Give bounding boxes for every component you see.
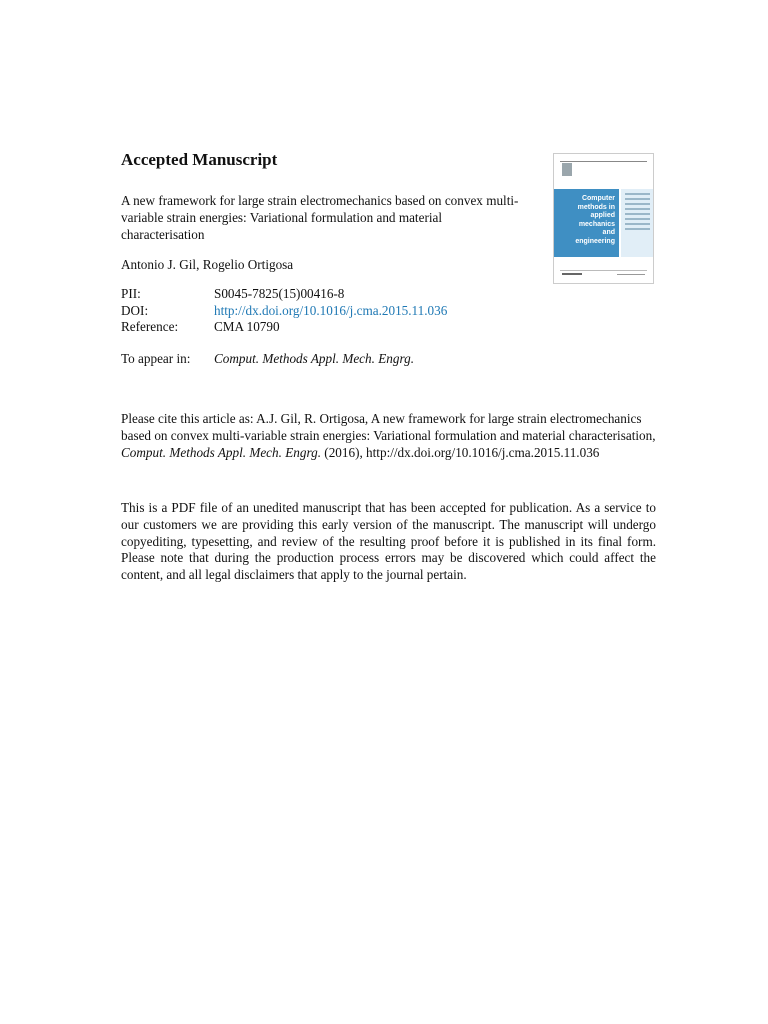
- cover-side-text: [625, 193, 650, 233]
- citation-paragraph: [121, 410, 656, 461]
- doi-link[interactable]: http://dx.doi.org/10.1016/j.cma.2015.11.036: [214, 302, 448, 318]
- article-authors: Antonio J. Gil, Rogelio Ortigosa: [121, 257, 294, 272]
- pii-row: [121, 286, 447, 303]
- cover-side-panel: [621, 189, 654, 257]
- manuscript-notice: This is a PDF file of an unedited manuscript that has been accepted for publication. As a service to our customers we are providing this early version of the manuscript. The manuscript will undergo copyediting, typesetting, and review of the resulting proof before it is published in its final form. Please note that during the production process errors may be discovered which could affect the content, and all legal disclaimers that apply to the journal pertain.: [121, 500, 656, 583]
- cover-title-line: methods in: [577, 203, 615, 211]
- appear-in-row: [121, 351, 414, 367]
- cover-title: [575, 195, 615, 246]
- pii-value: S0045-7825(15)00416-8: [214, 286, 345, 301]
- reference-value: CMA 10790: [214, 319, 280, 334]
- citation-journal: Comput. Methods Appl. Mech. Engrg.: [121, 445, 321, 460]
- cover-footer-logo-icon: [562, 273, 582, 275]
- cover-title-line: applied: [590, 212, 615, 219]
- article-metadata: [121, 286, 447, 336]
- cover-header-rule: [560, 158, 647, 162]
- citation-suffix: (2016), http://dx.doi.org/10.1016/j.cma.2015.11.036: [321, 445, 600, 460]
- journal-cover-image: [553, 153, 654, 284]
- cover-title-line: and: [602, 229, 615, 236]
- cover-title-line: engineering: [575, 237, 615, 245]
- reference-row: [121, 319, 447, 336]
- citation-prefix: Please cite this article as: A.J. Gil, R. Ortigosa, A new framework for large strain electromechanics based on convex multi-variable strain energies: Variational formulation and material characterisation,: [121, 411, 656, 443]
- cover-title-line: mechanics: [578, 220, 615, 228]
- cover-title-panel: [554, 189, 619, 257]
- reference-label: Reference:: [121, 319, 179, 334]
- appear-journal: Comput. Methods Appl. Mech. Engrg.: [214, 351, 414, 366]
- doi-row: [121, 303, 447, 320]
- publisher-logo-icon: [562, 163, 572, 176]
- pii-label: PII:: [121, 286, 141, 301]
- cover-title-line: Computer: [581, 195, 615, 202]
- page-heading: Accepted Manuscript: [121, 150, 278, 169]
- doi-label: DOI:: [121, 302, 149, 318]
- appear-label: To appear in:: [121, 351, 191, 366]
- article-title: A new framework for large strain electromechanics based on convex multi-variable strain energies: Variational formulation and material characterisation: [121, 193, 519, 242]
- cover-footer-text: [617, 274, 645, 276]
